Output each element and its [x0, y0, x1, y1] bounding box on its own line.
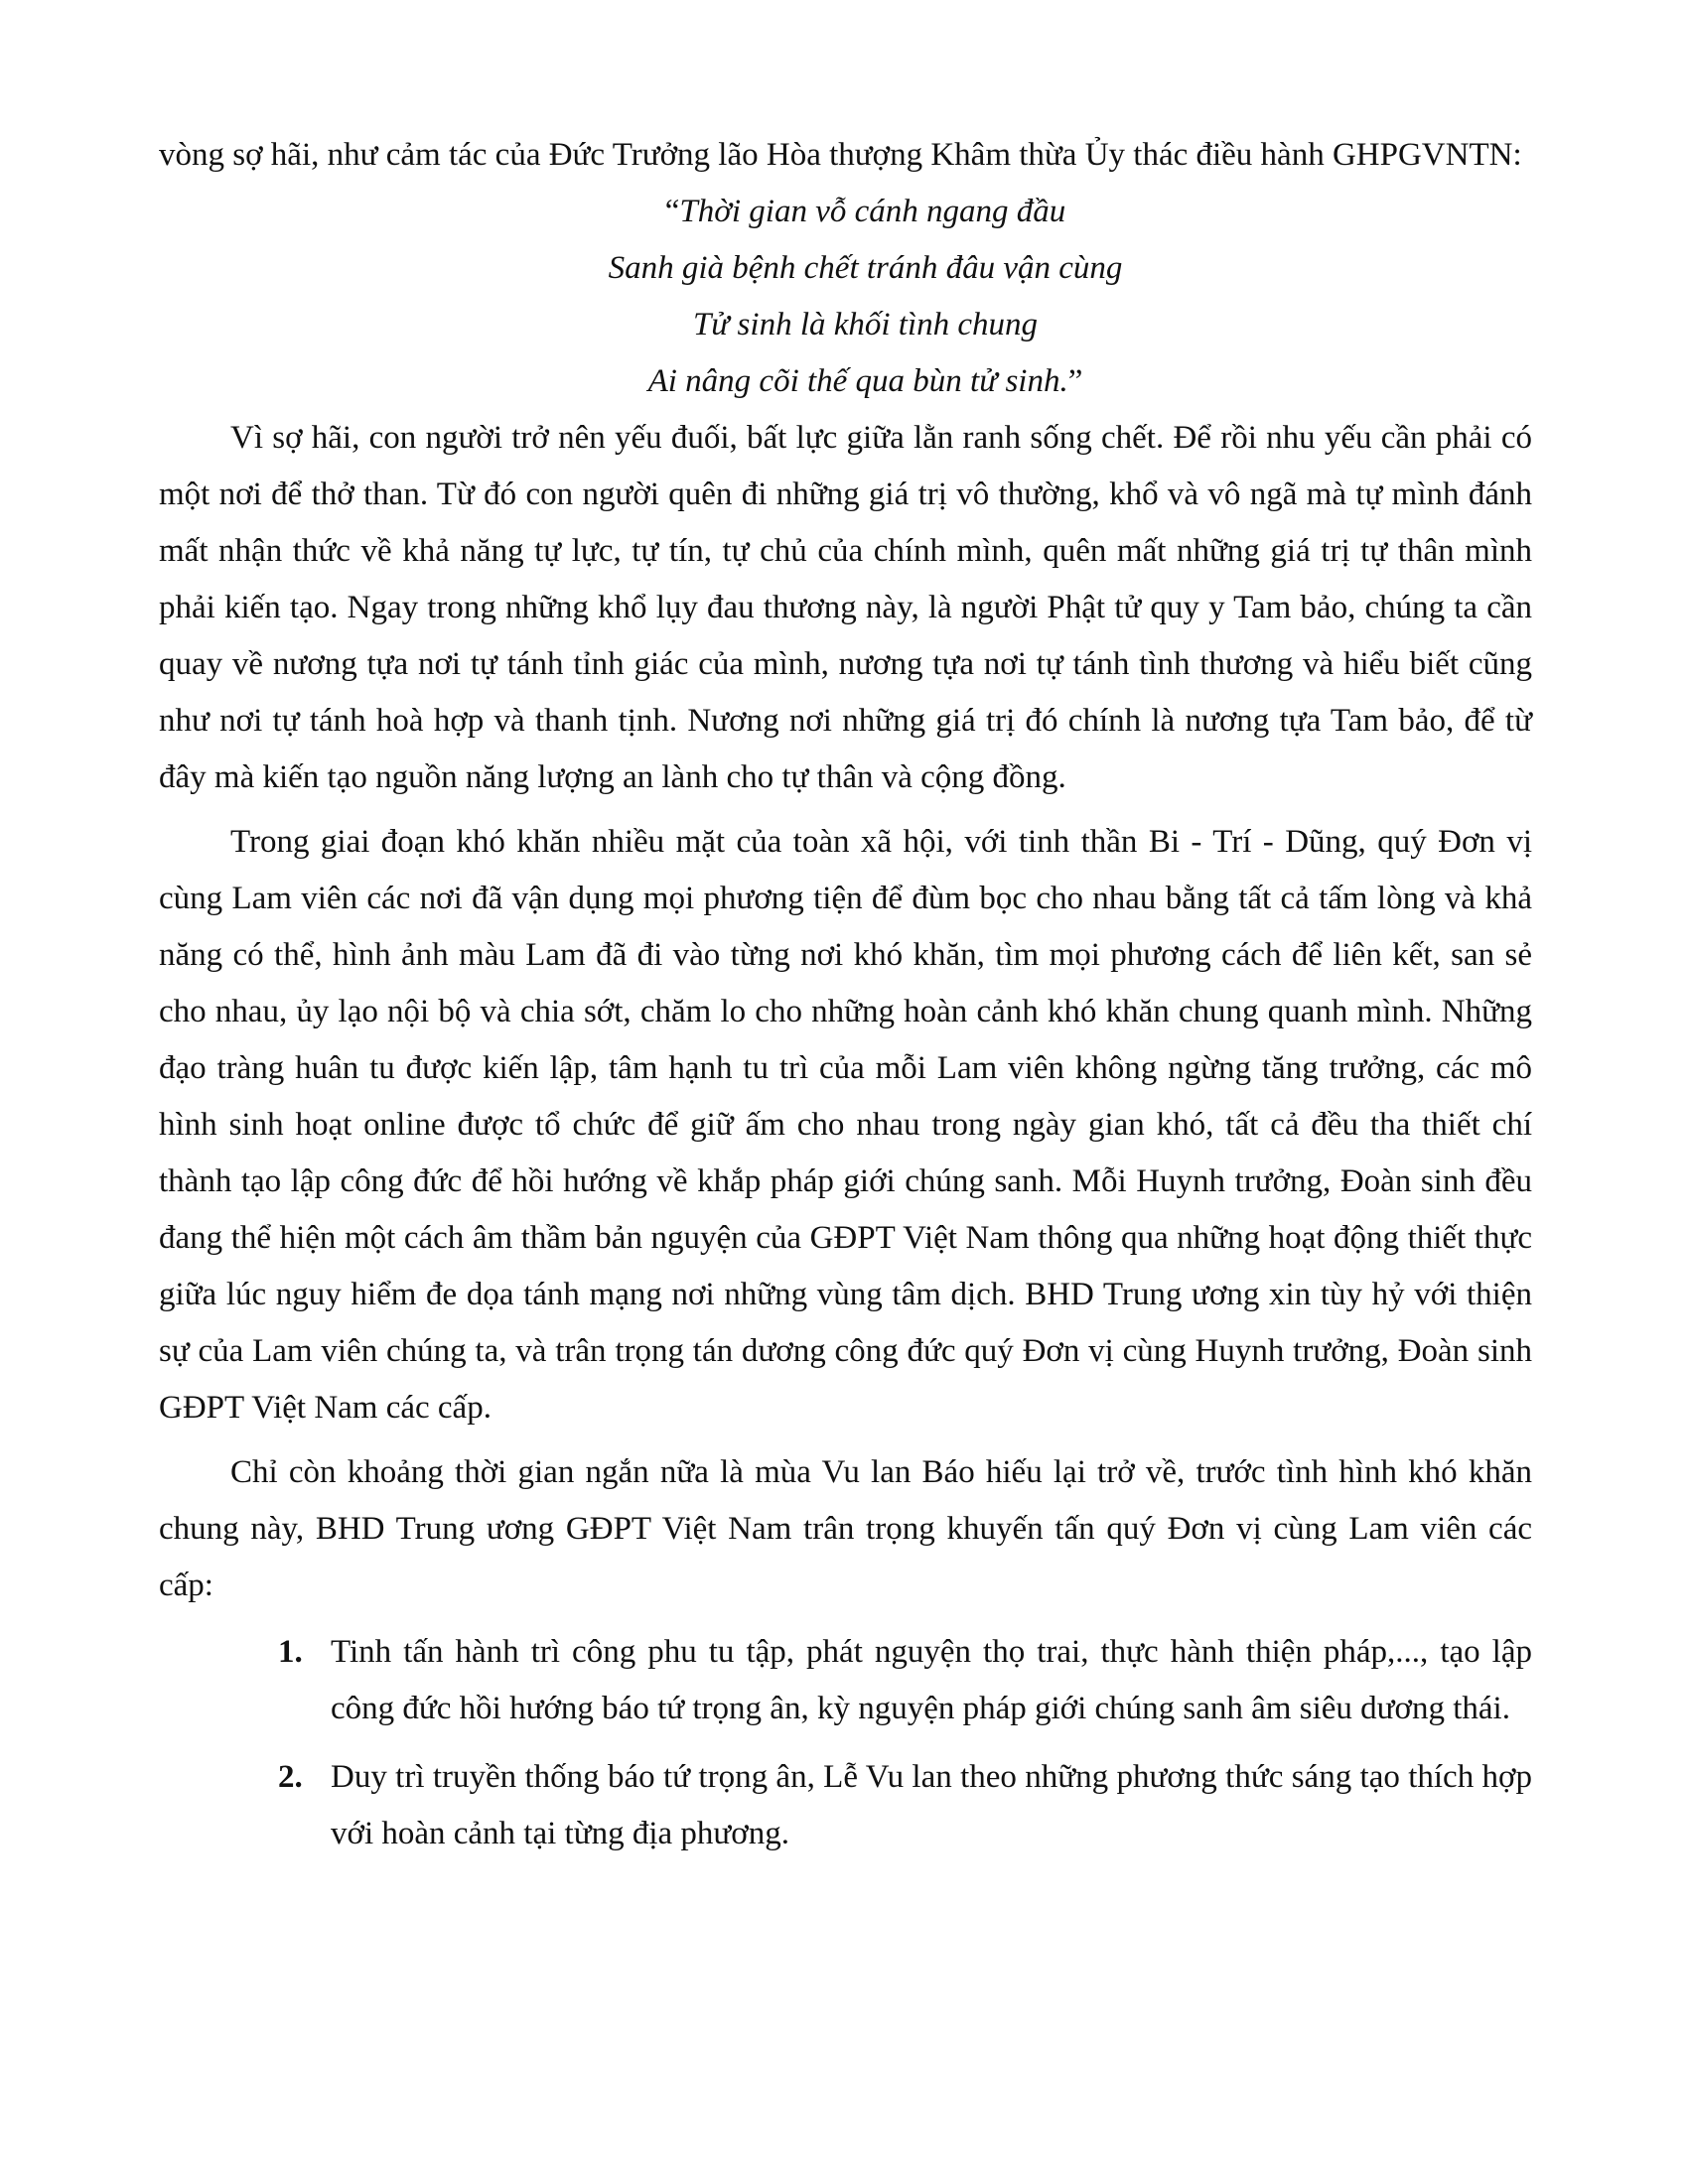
recommendation-list: [159, 1624, 1532, 1862]
poem-line-1-text: Thời gian vỗ cánh ngang đầu: [679, 194, 1066, 229]
poem-close-quote: ”: [1067, 363, 1083, 399]
list-item-number: 1.: [278, 1634, 303, 1670]
poem-line-4-text: Ai nâng cõi thế qua bùn tử sinh.: [647, 363, 1068, 399]
poem-open-quote: “: [664, 194, 680, 229]
document-body: [159, 127, 1532, 1874]
list-item-text: Duy trì truyền thống báo tứ trọng ân, Lễ Vu lan theo những phương thức sáng tạo thích hợp với hoàn cảnh tại từng địa phương.: [331, 1759, 1532, 1851]
paragraph-fear: Vì sợ hãi, con người trở nên yếu đuối, bất lực giữa lằn ranh sống chết. Để rồi nhu yếu cần phải có một nơi để thở than. Từ đó con người quên đi những giá trị vô thường, khổ và vô ngã mà tự mình đánh mất nhận thức về khả năng tự lực, tự tín, tự chủ của chính mình, quên mất những giá trị tự thân mình phải kiến tạo. Ngay trong những khổ lụy đau thương này, là người Phật tử quy y Tam bảo, chúng ta cần quay về nương tựa nơi tự tánh tỉnh giác của mình, nương tựa nơi tự tánh tình thương và hiểu biết cũng như nơi tự tánh hoà hợp và thanh tịnh. Nương nơi những giá trị đó chính là nương tựa Tam bảo, để từ đây mà kiến tạo nguồn năng lượng an lành cho tự thân và cộng đồng.: [159, 420, 1532, 795]
poem-line-1: [199, 184, 1532, 240]
intro-paragraph: vòng sợ hãi, như cảm tác của Đức Trưởng lão Hòa thượng Khâm thừa Ủy thác điều hành GHPGVNTN:: [159, 137, 1522, 173]
list-item: [159, 1749, 1532, 1862]
poem-line-3: Tử sinh là khối tình chung: [692, 307, 1039, 342]
quoted-poem: [159, 184, 1532, 410]
poem-line-4: [199, 353, 1532, 410]
list-item-text: Tinh tấn hành trì công phu tu tập, phát nguyện thọ trai, thực hành thiện pháp,..., tạo lập công đức hồi hướng báo tứ trọng ân, kỳ nguyện pháp giới chúng sanh âm siêu dương thái.: [331, 1634, 1532, 1726]
list-item: [159, 1624, 1532, 1737]
paragraph-difficulties: Trong giai đoạn khó khăn nhiều mặt của toàn xã hội, với tinh thần Bi - Trí - Dũng, quý Đơn vị cùng Lam viên các nơi đã vận dụng mọi phương tiện để đùm bọc cho nhau bằng tất cả tấm lòng và khả năng có thể, hình ảnh màu Lam đã đi vào từng nơi khó khăn, tìm mọi phương cách để liên kết, san sẻ cho nhau, ủy lạo nội bộ và chia sớt, chăm lo cho những hoàn cảnh khó khăn chung quanh mình. Những đạo tràng huân tu được kiến lập, tâm hạnh tu trì của mỗi Lam viên không ngừng tăng trưởng, các mô hình sinh hoạt online được tổ chức để giữ ấm cho nhau trong ngày gian khó, tất cả đều tha thiết chí thành tạo lập công đức để hồi hướng về khắp pháp giới chúng sanh. Mỗi Huynh trưởng, Đoàn sinh đều đang thể hiện một cách âm thầm bản nguyện của GĐPT Việt Nam thông qua những hoạt động thiết thực giữa lúc nguy hiểm đe dọa tánh mạng nơi những vùng tâm dịch. BHD Trung ương xin tùy hỷ với thiện sự của Lam viên chúng ta, và trân trọng tán dương công đức quý Đơn vị cùng Huynh trưởng, Đoàn sinh GĐPT Việt Nam các cấp.: [159, 824, 1532, 1426]
paragraph-vu-lan: Chỉ còn khoảng thời gian ngắn nữa là mùa Vu lan Báo hiếu lại trở về, trước tình hình khó khăn chung này, BHD Trung ương GĐPT Việt Nam trân trọng khuyến tấn quý Đơn vị cùng Lam viên các cấp:: [159, 1454, 1532, 1603]
poem-line-2: Sanh già bệnh chết tránh đâu vận cùng: [608, 250, 1123, 286]
list-item-number: 2.: [278, 1759, 303, 1795]
